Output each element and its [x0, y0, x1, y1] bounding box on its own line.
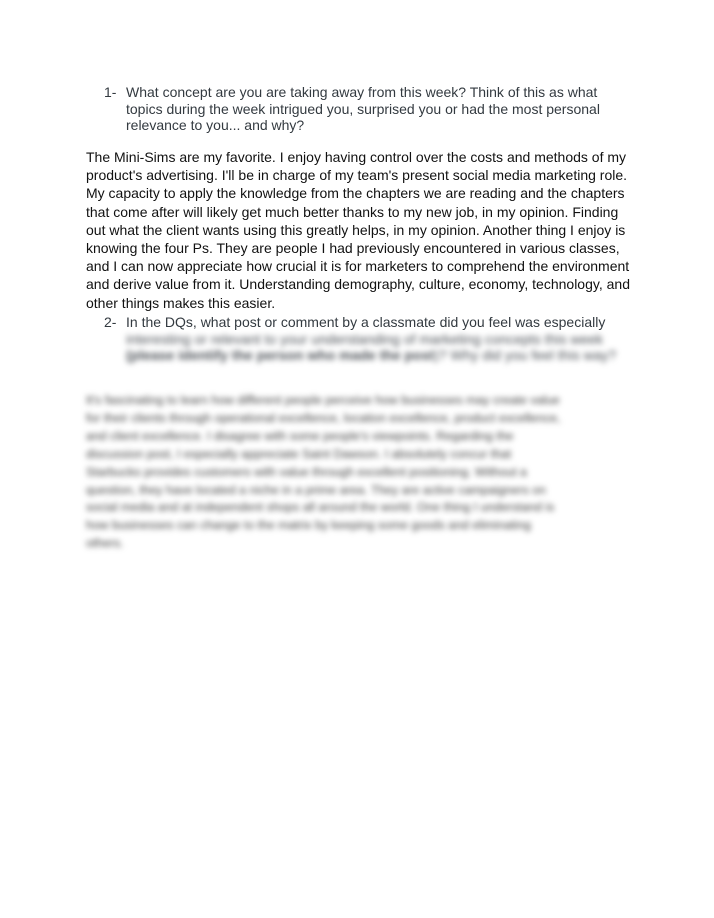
question-1-line: What concept are you are taking away from this week? Think of this as what — [126, 84, 598, 100]
question-2-line: In the DQs, what post or comment by a classmate did you feel was especially — [126, 314, 606, 330]
question-2-line-blurred: interesting or relevant to your understanding of marketing concepts this week — [126, 330, 604, 347]
question-2-bold-fragment: (please identify the person who made the post — [126, 347, 435, 363]
question-1 — [104, 84, 624, 134]
answer-1-line: The Mini-Sims are my favorite. I enjoy having control over the costs and methods of my — [86, 149, 627, 165]
question-2-line-blurred — [126, 347, 624, 364]
question-1-text — [126, 84, 624, 134]
answer-2-line: discussion post, I especially appreciate Saint Dawson. I absolutely concur that — [86, 446, 512, 461]
question-2 — [104, 314, 624, 364]
question-2-text — [126, 314, 624, 364]
answer-2-line: It's fascinating to learn how different people perceive how businesses may create value — [86, 393, 560, 407]
answer-1-line: other things makes this easier. — [86, 294, 276, 311]
answer-2-line: social media and at independent shops all around the world. One thing I understand is — [86, 500, 555, 515]
answer-2-line: question, they have located a niche in a prime area. They are active campaigners on — [86, 482, 546, 497]
question-2-number: 2- — [104, 314, 117, 330]
question-1-line: relevance to you... and why? — [126, 117, 305, 133]
answer-2-line: for their clients through operational excellence, location excellence, product excellence, — [86, 410, 561, 425]
question-1-line: topics during the week intrigued you, surprised you or had the most personal — [126, 100, 600, 117]
answer-2-line: how businesses can change to the matrix by keeping some goods and eliminating — [86, 518, 532, 533]
question-2-rest-fragment: )? Why did you feel this way? — [434, 347, 617, 363]
answer-1-line: and I can now appreciate how crucial it is for marketers to comprehend the environment — [86, 258, 630, 275]
answer-2-blurred — [86, 392, 634, 553]
answer-2-line: Starbucks provides customers with value through excellent positioning. Without a — [86, 464, 527, 479]
answer-2-line: and client excellence. I disagree with some people's viewpoints. Regarding the — [86, 428, 514, 443]
answer-1 — [86, 148, 634, 312]
answer-1-line: out what the client wants using this greatly helps, in my opinion. Another thing I enjoy is — [86, 221, 626, 238]
answer-2-line: others. — [86, 536, 124, 551]
answer-1-line: product's advertising. I'll be in charge of my team's present social media marketing role. — [86, 167, 628, 184]
answer-1-line: knowing the four Ps. They are people I had previously encountered in various classes, — [86, 240, 620, 257]
answer-1-line: My capacity to apply the knowledge from the chapters we are reading and the chapters — [86, 185, 625, 202]
answer-1-line: and derive value from it. Understanding demography, culture, economy, technology, and — [86, 276, 630, 293]
question-1-number: 1- — [104, 84, 117, 100]
answer-1-line: that come after will likely get much better thanks to my new job, in my opinion. Finding — [86, 203, 619, 220]
